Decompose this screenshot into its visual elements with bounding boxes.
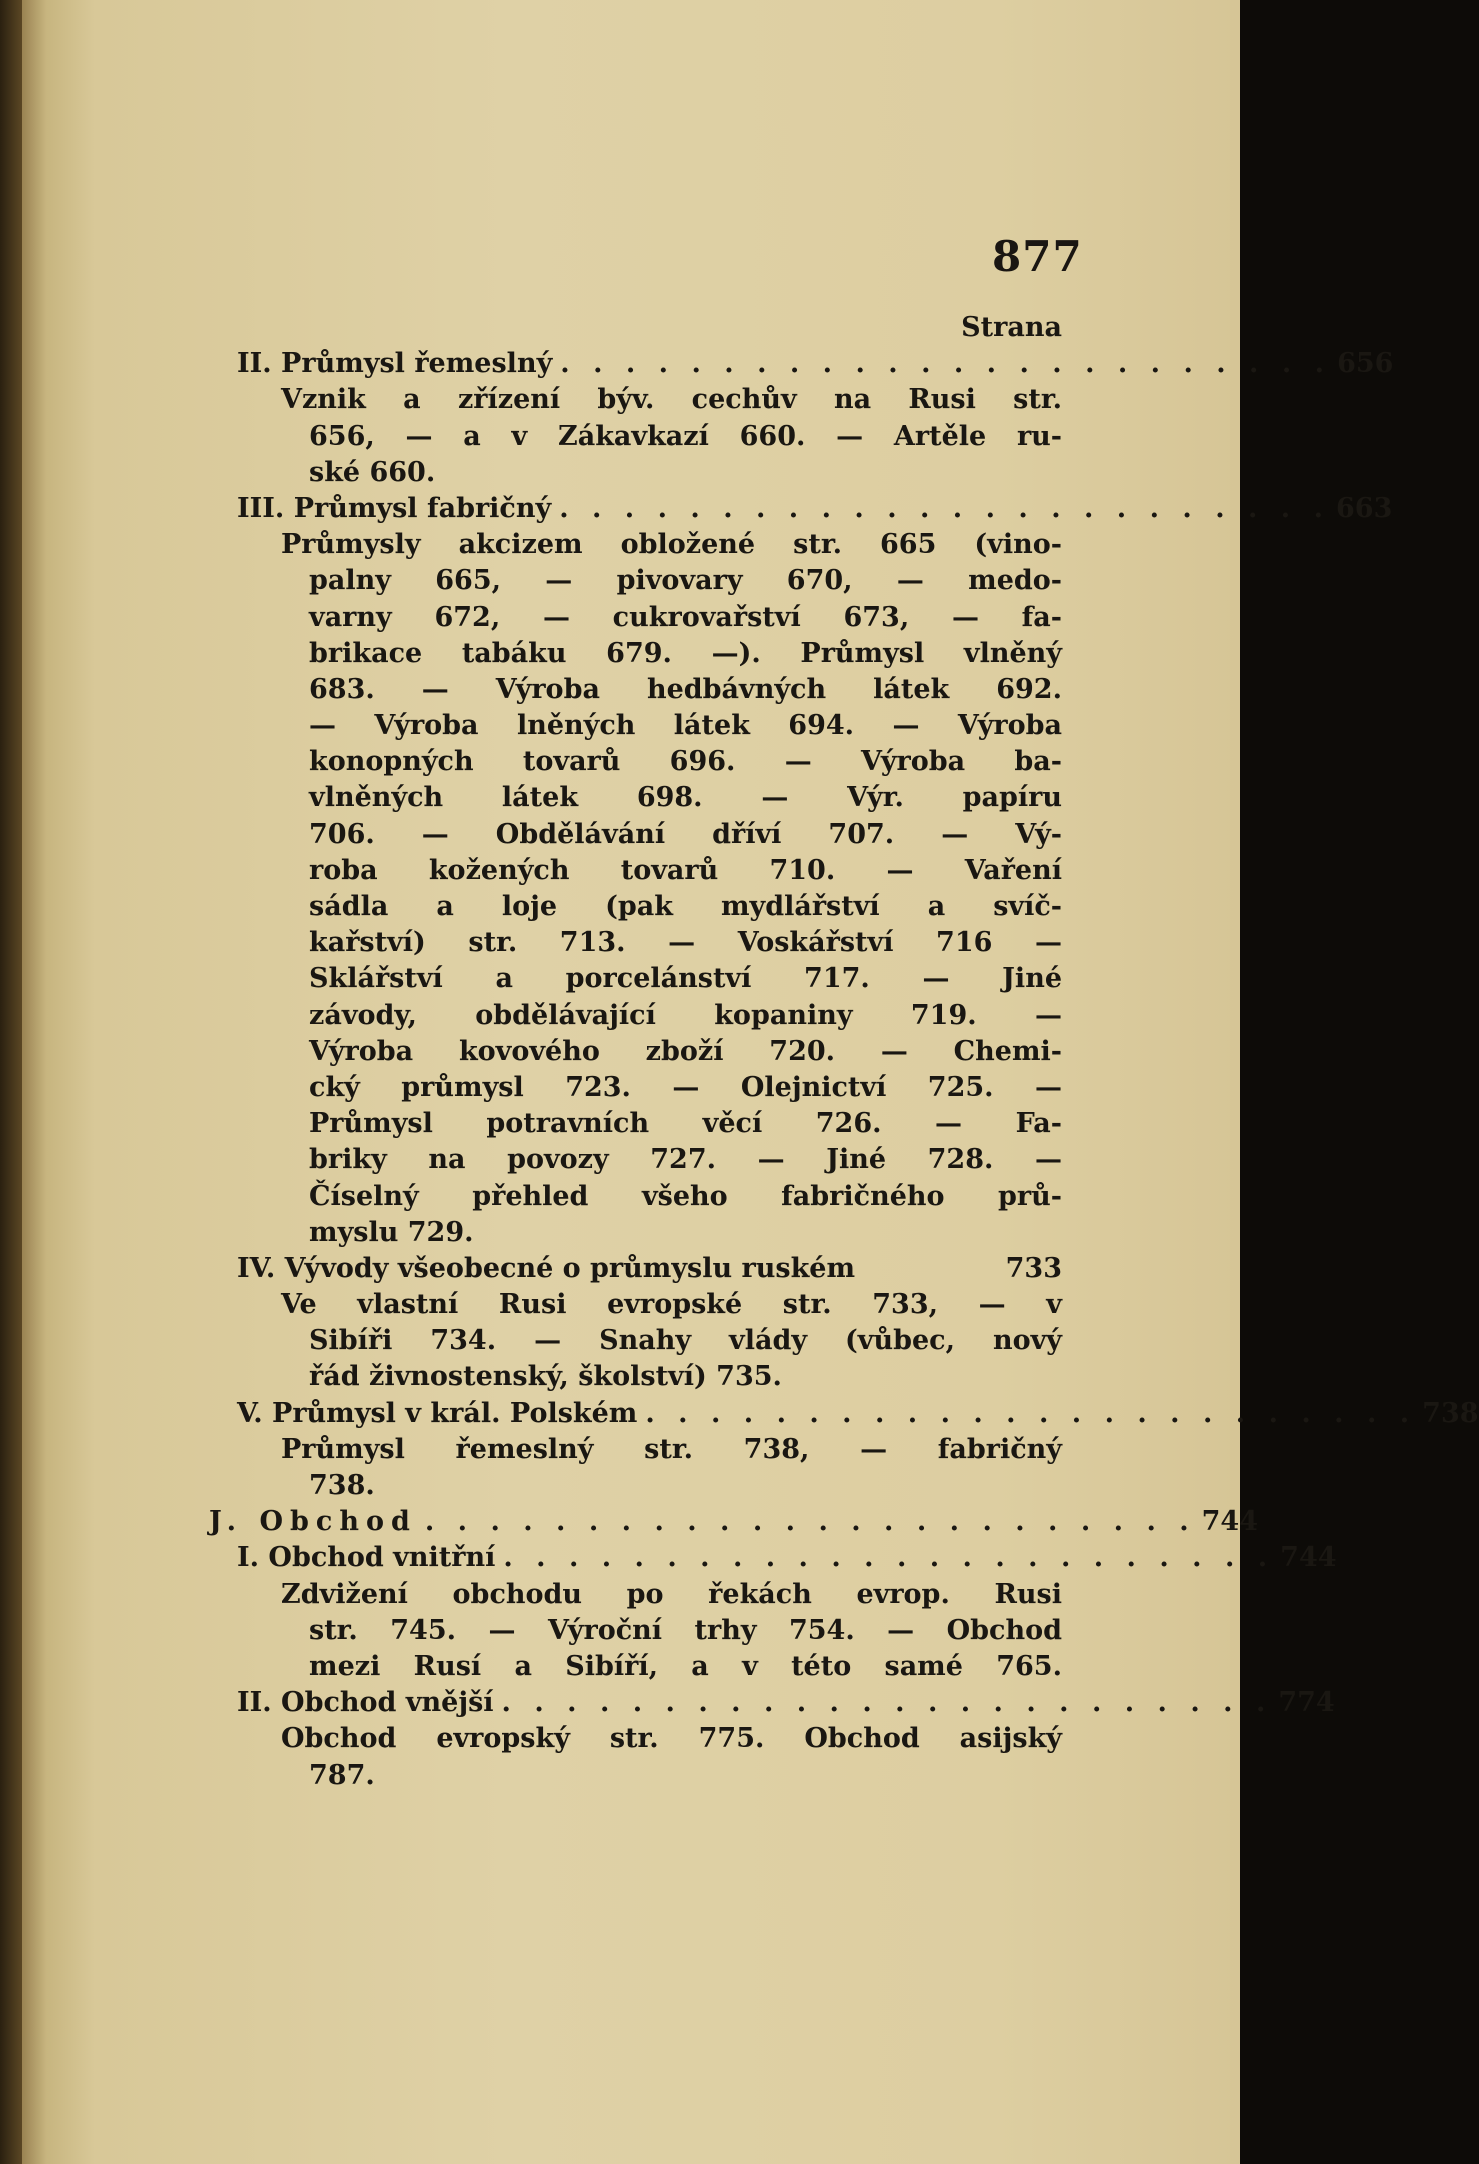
toc-description-line: Průmysl řemeslný str. 738, — fabričný (281, 1433, 1062, 1465)
leader-dots: . . . . . . . . . . . . . . . . . . . . . . . . (559, 492, 1330, 524)
toc-description-line: Ve vlastní Rusi evropské str. 733, — v (281, 1289, 1062, 1321)
toc-description-line: 706. — Obdělávání dříví 707. — Vý- (309, 818, 1062, 850)
leader-dots: . . . . . . . . . . . . . . . . . . . . . . . . (501, 1687, 1273, 1719)
toc-entry-title: IV. Vývody všeobecné o průmyslu ruském (237, 1252, 856, 1284)
toc-description-line: 787. (309, 1759, 375, 1791)
toc-description-line: Průmysl potravních věcí 726. — Fa- (309, 1108, 1062, 1140)
toc-description-line: řád živnostenský, školství) 735. (309, 1361, 782, 1393)
toc-entry-title: II. Průmysl řemeslný (237, 348, 553, 380)
toc-description-line: mezi Rusí a Sibíří, a v této samé 765. (309, 1650, 1062, 1682)
leader-dots: . . . . . . . . . . . . . . . . . . . . . . . . (645, 1397, 1417, 1429)
toc-entry (237, 1685, 1335, 1721)
toc-entry-title: J. Obchod (209, 1506, 417, 1538)
toc-entry (237, 1251, 1062, 1287)
toc-entry-title: I. Obchod vnitřní (237, 1542, 496, 1574)
toc-description-line: varny 672, — cukrovařství 673, — fa- (309, 601, 1062, 633)
toc-description-line: 656, — a v Zákavkazí 660. — Artěle ru- (309, 420, 1062, 452)
column-header: Strana (961, 312, 1062, 343)
toc-description-line: sádla a loje (pak mydlářství a svíč- (309, 891, 1062, 922)
leader-dots: . . . . . . . . . . . . . . . . . . . . . . . . (424, 1506, 1196, 1538)
toc-entry (237, 491, 1393, 527)
leader-dots: . . . . . . . . . . . . . . . . . . . . . . . . (503, 1542, 1275, 1574)
toc-description-line: palny 665, — pivovary 670, — medo- (309, 565, 1062, 597)
toc-description-line: str. 745. — Výroční trhy 754. — Obchod (309, 1614, 1062, 1646)
toc-entry-page: 744 (1201, 1506, 1259, 1538)
table-of-contents (209, 310, 1479, 1794)
book-page (22, 0, 1479, 2164)
toc-entry (237, 346, 1394, 382)
toc-entry-title: II. Obchod vnější (237, 1687, 494, 1719)
toc-description-line: roba kožených tovarů 710. — Vaření (309, 854, 1062, 886)
page-number: 877 (992, 232, 1083, 281)
toc-entry (209, 1504, 1259, 1540)
toc-entry-page: 744 (1280, 1542, 1337, 1574)
toc-description-line: myslu 729. (309, 1216, 474, 1248)
toc-description-line: vlněných látek 698. — Výr. papíru (309, 782, 1062, 814)
toc-entry-page: 656 (1337, 348, 1394, 380)
toc-description-line: Zdvižení obchodu po řekách evrop. Rusi (281, 1578, 1062, 1610)
toc-description-line: cký průmysl 723. — Olejnictví 725. — (309, 1071, 1062, 1103)
toc-description-line: Obchod evropský str. 775. Obchod asijský (281, 1723, 1062, 1755)
toc-entry-page: 738 (1422, 1397, 1479, 1429)
toc-entry (237, 1540, 1337, 1576)
leader-dots: . . . . . . . . . . . . . . . . . . . . . . . . (560, 348, 1332, 380)
toc-description-line: — Výroba lněných látek 694. — Výroba (309, 710, 1062, 742)
toc-description-line: konopných tovarů 696. — Výroba ba- (309, 746, 1062, 778)
toc-description-line: brikace tabáku 679. —). Průmysl vlněný (309, 637, 1062, 669)
toc-entry-page: 663 (1336, 492, 1393, 524)
toc-entry-title: V. Průmysl v král. Polském (237, 1397, 638, 1429)
toc-description-line: Sklářství a porcelánství 717. — Jiné (309, 963, 1062, 995)
toc-description-line: 683. — Výroba hedbávných látek 692. (309, 673, 1062, 705)
toc-description-line: kařství) str. 713. — Voskářství 716 — (309, 927, 1062, 959)
toc-description-line: ské 660. (309, 456, 436, 488)
toc-description-line: Číselný přehled všeho fabričného prů- (309, 1180, 1062, 1212)
toc-description-line: 738. (309, 1470, 375, 1501)
toc-description-line: briky na povozy 727. — Jiné 728. — (309, 1144, 1062, 1176)
toc-description-line: Výroba kovového zboží 720. — Chemi- (309, 1035, 1062, 1067)
book-spine-shadow (0, 0, 22, 2164)
toc-entry-page: 774 (1278, 1687, 1335, 1719)
toc-entry (237, 1396, 1479, 1432)
toc-entry-title: III. Průmysl fabričný (237, 492, 552, 524)
toc-description-line: Vznik a zřízení býv. cechův na Rusi str. (281, 384, 1062, 416)
toc-description-line: Sibíři 734. — Snahy vlády (vůbec, nový (309, 1325, 1062, 1357)
toc-description-line: Průmysly akcizem obložené str. 665 (vino- (281, 529, 1062, 561)
toc-entry-page: 733 (1005, 1252, 1062, 1284)
toc-description-line: závody, obdělávající kopaniny 719. — (309, 999, 1062, 1031)
